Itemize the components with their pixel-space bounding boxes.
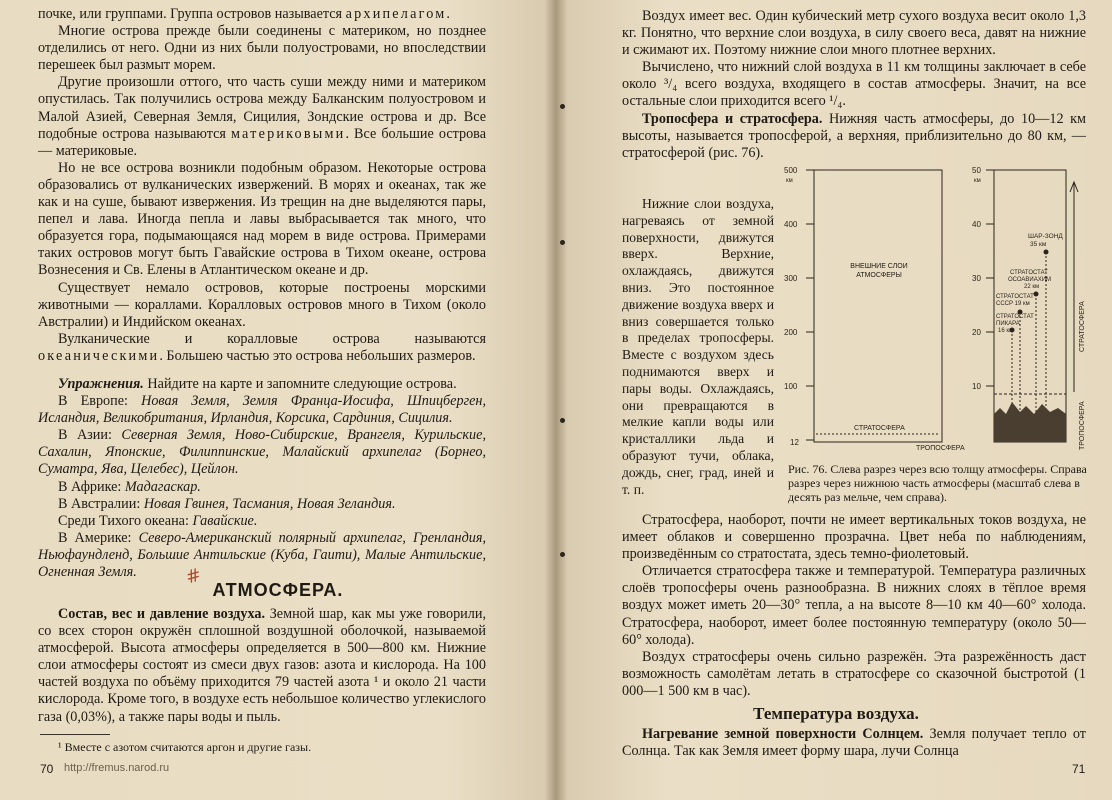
troposphere-label: ТРОПОСФЕРА	[916, 445, 965, 452]
watermark: http://fremus.narod.ru	[64, 762, 170, 774]
term-oceanic: океаническими	[38, 347, 160, 364]
paragraph: Другие произошли оттого, что часть суши между ними и материком опустилась. Так получились острова между Балканским полуостровом и Малой Азией, Северная Земля, Сицилия, Зондские острова и др. Все подобные острова называются	[38, 74, 486, 142]
right-page	[556, 0, 1112, 800]
exercise-item: В Австралии: Новая Гвинея, Тасмания, Новая Зеландия.	[58, 495, 396, 512]
paragraph: Земля получает тепло от Солнца. Так как Земля имеет форму шара, лучи Солнца	[622, 726, 1086, 760]
right-text-column	[622, 196, 774, 498]
tick-unit: км	[786, 178, 793, 184]
exercise-item: Среди Тихого океана: Гавайские.	[58, 512, 258, 529]
page-number: 70	[40, 762, 54, 776]
exercise-item: В Европе: Новая Земля, Земля Франца-Иосифа, Шпицберген, Исландия, Великобритания, Ирландия, Корсика, Сардиния, Сицилия.	[38, 393, 486, 427]
exercise-item: В Африке: Мадагаскар.	[58, 478, 201, 495]
stratostat-height: 22 км	[1024, 284, 1040, 290]
left-text-bottom	[38, 606, 486, 726]
paragraph-end: . Большею частью это острова небольших размеров.	[159, 347, 476, 364]
paragraph: Стратосфера, наоборот, почти не имеет вертикальных токов воздуха, не имеет облаков и совершенно прозрачна. Цвет неба по наблюдениям, произведённым со стратостата, здесь темно-фиолетовый.	[622, 512, 1086, 563]
paragraph: Воздух имеет вес. Один кубический метр сухого воздуха весит около 1,3 кг. Понятно, что верхние слои воздуха, в силу своего веса, давят на нижние и сжимают их. Поэтому нижние слои много плотнее верхних.	[622, 8, 1086, 59]
paragraph: Многие острова прежде были соединены с материком, но позднее отделились от него. Одни из них были полуостровами, но впоследствии перешеек был размыт морем.	[38, 23, 486, 74]
left-column-frame	[814, 170, 942, 442]
subsection-title: Нагревание земной поверхности Солнцем.	[642, 726, 924, 742]
tick-label: 40	[972, 220, 981, 229]
right-text-last	[622, 726, 1086, 760]
stratosphere-label: СТРАТОСФЕРА	[854, 425, 905, 432]
left-text-top	[38, 6, 486, 365]
paragraph: Вычислено, что нижний слой воздуха в 11 км толщины заключает в себе около ³/₄ всего воздуха, входящего в состав атмосферы. Значит, на все остальные слои приходится всего ¹/₄.	[622, 59, 1086, 110]
tick-label: 50	[972, 166, 981, 175]
stratostat-label: СТРАТОСТАТ	[996, 294, 1034, 300]
balloon-dot	[1044, 250, 1049, 255]
outer-layers-label: ВНЕШНИЕ СЛОИ АТМОСФЕРЫ	[850, 263, 908, 279]
tick-label: 10	[972, 382, 981, 391]
section-heading: Температура воздуха.	[753, 704, 919, 723]
handwritten-mark: #	[183, 564, 204, 589]
stratostat-label: СТРАТОСТАТ	[1010, 270, 1048, 276]
tick-label: 300	[784, 274, 798, 283]
atmosphere-diagram	[784, 162, 1106, 462]
paragraph-end: . Все большие острова — материковые.	[38, 125, 486, 159]
paragraph: Но не все острова возникли подобным образом. Некоторые острова образовались от вулканических извержений. В морях и океанах, так же как и на суше, бывают извержения. Из трещин на дне выделяются пары, пепел и лава. Иногда пепла и лавы выбрасывается так много, что образуется гора, подымающаяся над морем в виде острова. Примерами таких островов могут быть Гавайские острова в Тихом океане, острова Вознесения и Св. Елены в Атлантическом океане и др.	[38, 159, 486, 279]
stratostat-height: 16 км	[998, 328, 1014, 334]
paragraph: Нижняя часть атмосферы, до 10—12 км высоты, называется тропосферой, а верхняя, приблизительно до 80 км, — стратосферой (рис. 76).	[622, 110, 1086, 161]
paragraph: Вулканические и коралловые острова называются	[58, 330, 486, 347]
atmosphere-figure	[784, 162, 1106, 462]
stratostat-label: СССР 19 км	[996, 301, 1030, 307]
exercise-intro: Найдите на карте и запомните следующие острова.	[147, 376, 457, 392]
balloon-height: 35 км	[1030, 241, 1047, 248]
paragraph: Существует немало островов, которые построены морскими животными — кораллами. Коралловых островов много в Тихом (около Австралии) и Индийском океанах.	[38, 279, 486, 330]
tick-label: 200	[784, 328, 798, 337]
tick-label: 30	[972, 274, 981, 283]
left-section-diagram	[806, 170, 942, 442]
paragraph: Воздух стратосферы очень сильно разрежён. Эта разрежённость даст возможность самолётам летать в стратосфере со сказочной быстротой (1 000—1 500 км в час).	[622, 648, 1086, 699]
paragraph: почке, или группами. Группа островов называется	[38, 6, 343, 22]
exercise-title: Упражнения.	[58, 376, 144, 392]
stratosphere-side-label: СТРАТОСФЕРА	[1079, 301, 1086, 352]
exercise-item: В Америке: Северо-Американский полярный архипелаг, Гренландия, Ньюфаундленд, Большие Антильские (Куба, Гаити), Малые Антильские, Огненная Земля.	[38, 529, 487, 581]
tick-label: 500	[784, 166, 798, 175]
page-number: 71	[1072, 762, 1086, 776]
right-text-top	[622, 8, 1086, 162]
subsection-title: Состав, вес и давление воздуха.	[58, 606, 265, 622]
subsection-title: Тропосфера и стратосфера.	[642, 110, 823, 127]
exercise-item: В Азии: Северная Земля, Ново-Сибирские, Врангеля, Курильские, Сахалин, Японские, Филиппинские, Малайский архипелаг (Борнео, Суматра, Ява, Целебес), Цейлон.	[38, 427, 486, 478]
paragraph: Отличается стратосфера также и температурой. Температура различных слоёв тропосферы очень разнообразна. В нижних слоях в тёплое время воздух может иметь 20—30° тепла, а на высоте 8—10 км 40—60° холода. Стратосфера, наоборот, имеет более постоянную температуру (около 50—60° холода).	[622, 563, 1086, 648]
balloon-label: ШАР-ЗОНД	[1028, 233, 1063, 240]
tick-unit: км	[974, 178, 981, 184]
footnote: ¹ Вместе с азотом считаются аргон и другие газы.	[58, 740, 312, 754]
right-text-bottom	[622, 512, 1086, 700]
stratostat-label: ПИКАРА	[996, 321, 1020, 327]
tick-label: 100	[784, 382, 798, 391]
troposphere-side-label: ТРОПОСФЕРА	[1079, 401, 1086, 450]
footnote-rule	[40, 734, 110, 735]
stratostat-label: СТРАТОСТАТ	[996, 314, 1034, 320]
exercises-block	[38, 376, 486, 581]
tick-label: 12	[790, 438, 799, 447]
tick-label: 20	[972, 328, 981, 337]
tick-label: 400	[784, 220, 798, 229]
term-continental: материковыми	[230, 125, 346, 142]
stratostat-dot	[1034, 292, 1039, 297]
figure-caption: Рис. 76. Слева разрез через всю толщу атмосферы. Справа разрез через нижнюю часть атмосферы (масштаб слева в десять раз мельче, чем справа).	[788, 462, 1087, 504]
section-title: АТМОСФЕРА.	[212, 580, 344, 600]
paragraph: Земной шар, как мы уже говорили, со всех сторон окружён сплошной воздушной оболочкой, называемой атмосферой. Высота атмосферы определяется в 500—800 км. Нижние слои атмосферы состоят из смеси двух газов: азота и кислорода. На 100 частей воздуха по объёму приходится 79 частей азота ¹ и около 21 части кислорода. Кроме того, в воздухе есть небольшое количество углекислого газа (0,03%), а также пары воды и пыль.	[38, 606, 486, 725]
stratostat-label: ОСОАВИАХИМ	[1008, 277, 1052, 283]
term-archipelago: архипелагом.	[345, 6, 453, 22]
mountains-shape	[994, 402, 1066, 442]
paragraph: Нижние слои воздуха, нагреваясь от земной поверхности, движутся вверх. Верхние, охлаждаясь, движутся вниз. Это постоянное движение воздуха вверх и вниз совершается только в пределах тропосферы. Вместе с воздухом здесь поднимаются вверх и пары воды. Охлаждаясь, они превращаются в мелкие капли воды или кристаллики льда и образуют тучи, облака, дождь, снег, град, иней и т. п.	[622, 196, 774, 497]
